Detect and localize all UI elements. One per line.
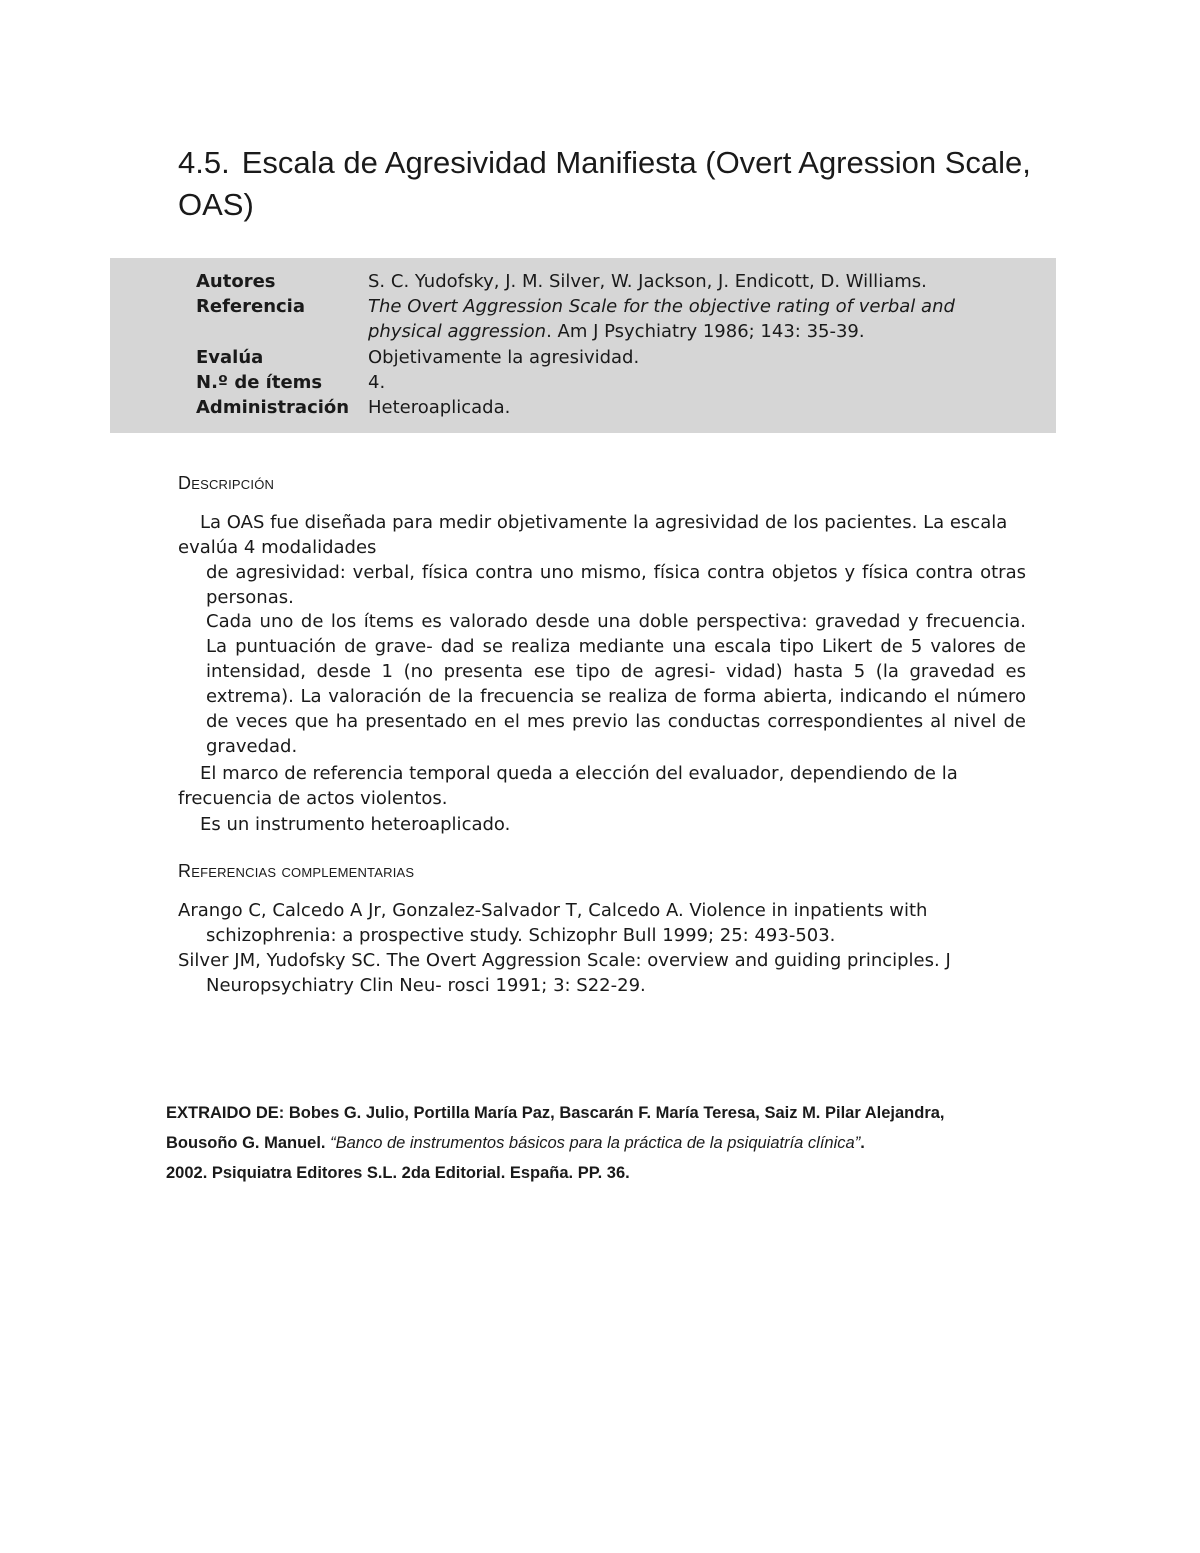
source-line-3: 2002. Psiquiatra Editores S.L. 2da Editorial. España. PP. 36. — [166, 1164, 630, 1182]
referencia-title: The Overt Aggression Scale for the objective rating of verbal and physical aggression — [368, 296, 955, 342]
source-line-1: EXTRAIDO DE: Bobes G. Julio, Portilla María Paz, Bascarán F. María Teresa, Saiz M. Pilar Alejandra, — [166, 1104, 945, 1122]
referencia-label: Referencia — [196, 296, 305, 317]
descripcion-paragraph-2: de agresividad: verbal, física contra uno mismo, física contra objetos y física contra otras personas. — [206, 562, 1026, 608]
evalua-value: Objetivamente la agresividad. — [368, 347, 640, 368]
reference-line: Silver JM, Yudofsky SC. The Overt Aggression Scale: overview and guiding principles. J — [178, 950, 951, 971]
source-authors: Bousoño G. Manuel. — [166, 1134, 331, 1152]
source-line-2 — [166, 1128, 1046, 1158]
evalua-label: Evalúa — [196, 347, 264, 368]
referencias-heading: Referencias complementarias — [178, 861, 415, 881]
autores-value: S. C. Yudofsky, J. M. Silver, W. Jackson, J. Endicott, D. Williams. — [368, 271, 927, 292]
items-value: 4. — [368, 372, 386, 393]
administracion-label: Administración — [196, 397, 350, 418]
descripcion-heading: Descripción — [178, 473, 275, 493]
reference-item — [178, 898, 978, 948]
descripcion-paragraph-5: Es un instrumento heteroaplicado. — [200, 814, 511, 835]
section-number: 4.5. — [178, 145, 230, 180]
reference-line: Neuropsychiatry Clin Neu- rosci 1991; 3: S22-29. — [206, 975, 646, 996]
referencia-rest: . Am J Psychiatry 1986; 143: 35-39. — [546, 321, 865, 342]
reference-line: Arango C, Calcedo A Jr, Gonzalez-Salvador T, Calcedo A. Violence in inpatients with — [178, 900, 928, 921]
items-label: N.º de ítems — [196, 372, 323, 393]
source-period: . — [860, 1134, 865, 1152]
page-title — [178, 142, 1078, 226]
source-citation — [166, 1098, 1046, 1188]
referencia-value — [368, 294, 1028, 344]
descripcion-paragraph-1: La OAS fue diseñada para medir objetivamente la agresividad de los pacientes. La escala evalúa 4 modalidades — [178, 512, 1008, 558]
reference-item — [178, 948, 978, 998]
title-text: Escala de Agresividad Manifiesta (Overt Agression Scale, OAS) — [178, 145, 1031, 222]
descripcion-paragraph-4: El marco de referencia temporal queda a elección del evaluador, dependiendo de la frecuencia de actos violentos. — [178, 763, 958, 809]
source-book-title: “Banco de instrumentos básicos para la práctica de la psiquiatría clínica” — [330, 1134, 861, 1152]
descripcion-paragraph-3: Cada uno de los ítems es valorado desde una doble perspectiva: gravedad y frecuencia. La puntuación de grave- dad se realiza mediante una escala tipo Likert de 5 valores de intensidad, desde 1 (no presenta ese tipo de agresi- vidad) hasta 5 (la gravedad es extrema). La valoración de la frecuencia se realiza de forma abierta, indicando el número de veces que ha presentado en el mes previo las conductas correspondientes al nivel de gravedad. — [206, 611, 1026, 757]
autores-label: Autores — [196, 271, 276, 292]
administracion-value: Heteroaplicada. — [368, 397, 511, 418]
reference-line: schizophrenia: a prospective study. Schizophr Bull 1999; 25: 493-503. — [206, 925, 836, 946]
info-box — [110, 258, 1056, 433]
